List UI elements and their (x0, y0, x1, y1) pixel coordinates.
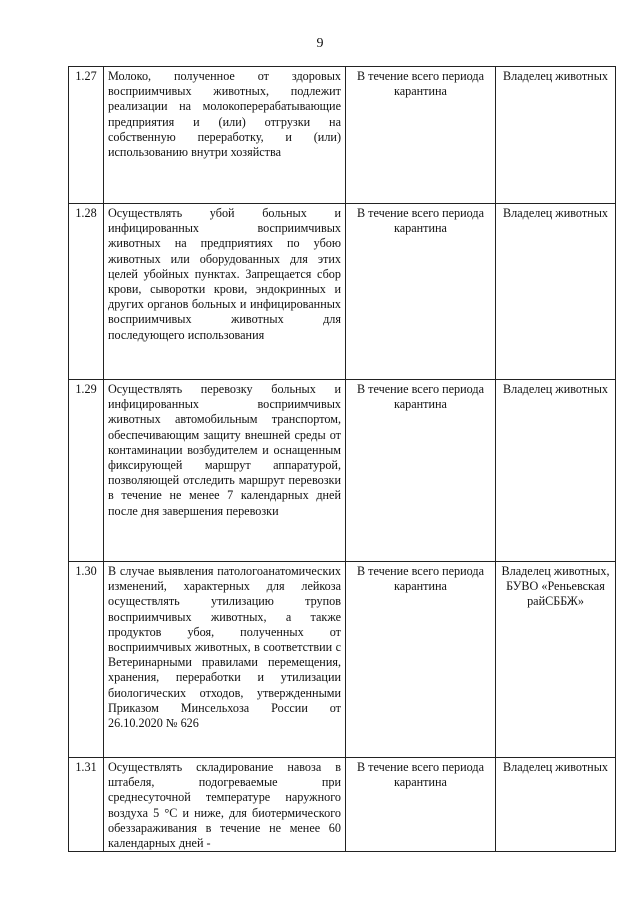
term-text: В течение всего периода карантина (346, 758, 496, 852)
responsible-text: Владелец животных (496, 67, 616, 204)
measure-text: Осуществлять перевозку больных и инфицированных восприимчивых животных автомобильным транспортом, обеспечивающим защиту внешней среды от контаминации возбудителем и оснащенным фиксирующей маршрут аппаратурой, позволяющей отследить маршрут перевозки в течение не менее 7 календарных дней после дня завершения перевозки (104, 380, 346, 562)
row-number: 1.27 (69, 67, 104, 204)
term-text: В течение всего периода карантина (346, 67, 496, 204)
measures-table (68, 66, 616, 852)
measure-text: В случае выявления патологоанатомических изменений, характерных для лейкоза осуществлять утилизацию трупов восприимчивых животных, а также продуктов убоя, полученных от восприимчивых животных, в соответствии с Ветеринарными правилами перемещения, хранения, переработки и утилизации биологических отходов, утвержденными Приказом Минсельхоза России от 26.10.2020 № 626 (104, 562, 346, 758)
row-number: 1.31 (69, 758, 104, 852)
term-text: В течение всего периода карантина (346, 204, 496, 380)
table-row (69, 562, 616, 758)
responsible-text: Владелец животных (496, 758, 616, 852)
measure-text: Молоко, полученное от здоровых восприимчивых животных, подлежит реализации на молокоперерабатывающие предприятия и (или) отгрузки на собственную переработку, и (или) использованию внутри хозяйства (104, 67, 346, 204)
row-number: 1.28 (69, 204, 104, 380)
measure-text: Осуществлять убой больных и инфицированных восприимчивых животных на предприятиях по убою животных или оборудованных для этих целей убойных пунктах. Запрещается сбор крови, сыворотки крови, эндокринных и других органов больных и инфицированных восприимчивых животных для последующего использования (104, 204, 346, 380)
responsible-text: Владелец животных, БУВО «Реньевская райСББЖ» (496, 562, 616, 758)
table-row (69, 67, 616, 204)
row-number: 1.29 (69, 380, 104, 562)
measure-text: Осуществлять складирование навоза в штабеля, подогреваемые при среднесуточной температуре наружного воздуха 5 °С и ниже, для биотермического обеззараживания в течение не менее 60 календарных дней - (104, 758, 346, 852)
table-row (69, 204, 616, 380)
term-text: В течение всего периода карантина (346, 562, 496, 758)
page-number: 9 (316, 36, 324, 51)
term-text: В течение всего периода карантина (346, 380, 496, 562)
responsible-text: Владелец животных (496, 204, 616, 380)
responsible-text: Владелец животных (496, 380, 616, 562)
row-number: 1.30 (69, 562, 104, 758)
table-row (69, 380, 616, 562)
table-row (69, 758, 616, 852)
